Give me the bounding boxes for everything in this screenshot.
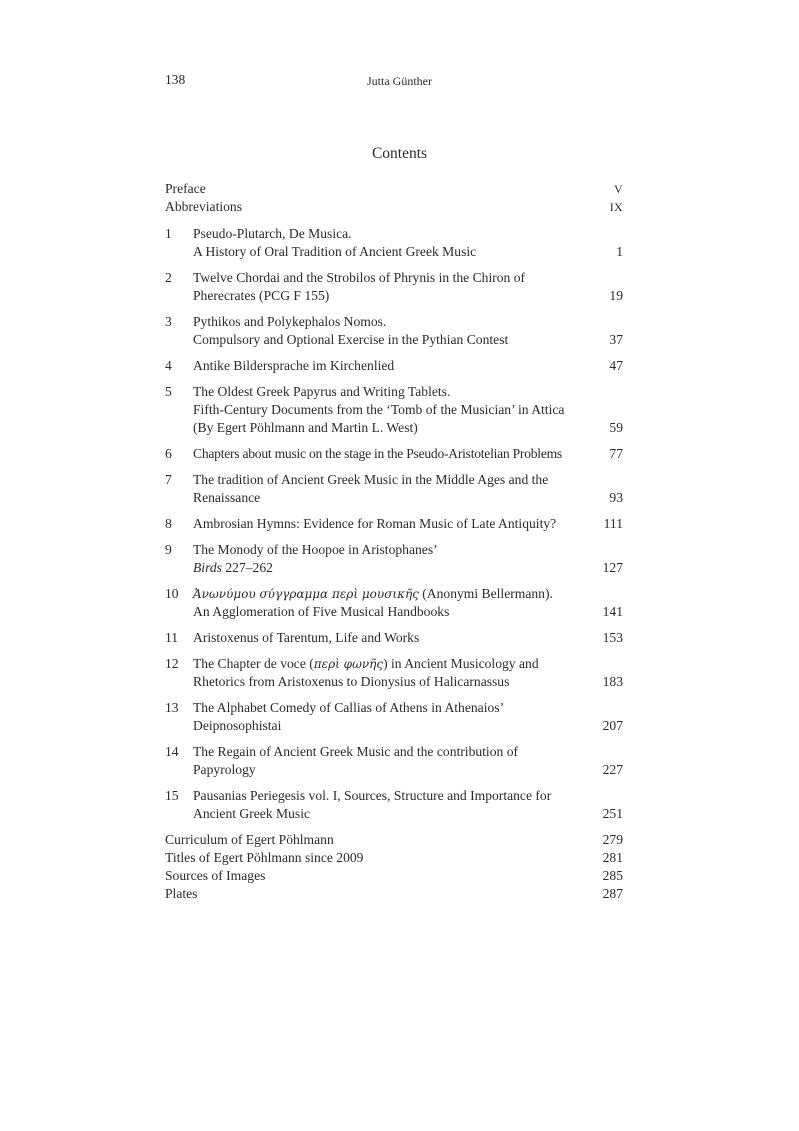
chapter-entry [165, 743, 623, 779]
running-head [0, 72, 799, 92]
entry-page: IX [609, 200, 623, 214]
toc-entry-titles [165, 849, 623, 867]
chapter-number: 8 [165, 516, 172, 531]
chapter-entry [165, 699, 623, 735]
chapter-entry [165, 471, 623, 507]
running-title: Jutta Günther [367, 74, 432, 88]
chapter-page: 37 [609, 332, 623, 347]
chapter-number: 14 [165, 744, 179, 759]
toc-entry-sources-of-images [165, 867, 623, 885]
chapter-entry [165, 383, 623, 437]
chapter-title-line: Chapters about music on the stage in the Pseudo-Aristotelian Problems [193, 446, 562, 461]
chapter-page: 59 [609, 420, 623, 435]
chapter-title-line: Papyrology [193, 762, 256, 777]
entry-page: 281 [602, 850, 623, 865]
title-italic: Birds [193, 560, 222, 575]
toc-title: Contents [371, 145, 428, 162]
chapter-title-line: Aristoxenus of Tarentum, Life and Works [193, 630, 420, 645]
toc-entry-plates [165, 885, 623, 903]
chapter-number: 6 [165, 446, 172, 461]
chapter-number: 9 [165, 542, 172, 557]
chapter-title-line: Fifth-Century Documents from the ‘Tomb of the Musician’ in Attica [193, 402, 565, 417]
chapter-page: 47 [609, 358, 623, 373]
chapter-entry [165, 541, 623, 577]
chapter-title-line: The tradition of Ancient Greek Music in the Middle Ages and the [193, 472, 549, 487]
chapter-page: 251 [602, 806, 623, 821]
chapter-title-line: Pherecrates (PCG F 155) [193, 288, 330, 303]
chapter-title-line: Twelve Chordai and the Strobilos of Phrynis in the Chiron of [193, 270, 526, 285]
toc-entry-preface [165, 180, 623, 198]
chapter-entry [165, 225, 623, 261]
chapter-title-line: Compulsory and Optional Exercise in the Pythian Contest [193, 332, 509, 347]
title-text: ) in Ancient Musicology and [383, 656, 539, 671]
entry-page: 287 [602, 886, 623, 901]
chapter-number: 3 [165, 314, 172, 329]
chapter-title-line: A History of Oral Tradition of Ancient Greek Music [193, 244, 477, 259]
chapter-entry [165, 445, 623, 463]
entry-label: Plates [165, 886, 198, 901]
entry-page: 279 [602, 832, 623, 847]
chapter-entry [165, 269, 623, 305]
chapter-title-line: Renaissance [193, 490, 261, 505]
title-text: (Anonymi Bellermann). [418, 586, 553, 601]
greek-title: Ἀνωνύμου σύγγραμμα περὶ μουσικῆς [193, 587, 419, 601]
chapter-title-line: The Oldest Greek Papyrus and Writing Tablets. [193, 384, 451, 399]
chapter-page: 19 [609, 288, 623, 303]
chapter-entry [165, 515, 623, 533]
chapter-page: 77 [609, 446, 623, 461]
entry-label: Preface [165, 181, 206, 196]
chapter-page: 93 [609, 490, 623, 505]
entry-label: Abbreviations [165, 199, 243, 214]
chapter-number: 2 [165, 270, 172, 285]
chapter-title-line: An Agglomeration of Five Musical Handbooks [193, 604, 450, 619]
entry-page: 285 [602, 868, 623, 883]
chapter-page: 153 [602, 630, 623, 645]
chapter-number: 5 [165, 384, 172, 399]
title-text: The Chapter de voce ( [193, 656, 314, 671]
toc-entry-curriculum [165, 831, 623, 849]
chapter-page: 141 [602, 604, 623, 619]
chapter-page: 227 [602, 762, 623, 777]
chapter-entry [165, 313, 623, 349]
chapter-number: 15 [165, 788, 179, 803]
chapter-page: 127 [602, 560, 623, 575]
chapter-entry [165, 357, 623, 375]
chapter-list [165, 225, 623, 823]
chapter-number: 12 [165, 656, 179, 671]
table-of-contents [165, 180, 623, 903]
chapter-title-line: Pseudo-Plutarch, De Musica. [193, 226, 352, 241]
chapter-entry [165, 629, 623, 647]
chapter-entry [165, 585, 623, 621]
chapter-title-line: Pausanias Periegesis vol. I, Sources, Structure and Importance for [193, 788, 552, 803]
title-text: The Monody of the Hoopoe in Aristophanes’ [193, 542, 438, 557]
toc-entry-abbreviations [165, 198, 623, 216]
chapter-title-line: Deipnosophistai [193, 718, 282, 733]
chapter-number: 13 [165, 700, 179, 715]
entry-label: Titles of Egert Pöhlmann since 2009 [165, 850, 364, 865]
greek-phrase: περὶ φωνῆς [313, 657, 384, 671]
chapter-title-line [193, 541, 599, 577]
entry-label: Curriculum of Egert Pöhlmann [165, 832, 334, 847]
chapter-entry [165, 655, 623, 691]
chapter-page: 1 [616, 244, 623, 259]
chapter-title-line: The Regain of Ancient Greek Music and the contribution of [193, 744, 519, 759]
chapter-number: 4 [165, 358, 172, 373]
chapter-title-line: Ambrosian Hymns: Evidence for Roman Music of Late Antiquity? [193, 516, 557, 531]
chapter-page: 111 [603, 516, 623, 531]
entry-label: Sources of Images [165, 868, 266, 883]
chapter-title-line [193, 585, 599, 603]
chapter-title-line: Rhetorics from Aristoxenus to Dionysius of Halicarnassus [193, 674, 510, 689]
chapter-title-line: Antike Bildersprache im Kirchenlied [193, 358, 395, 373]
chapter-title-line: (By Egert Pöhlmann and Martin L. West) [193, 420, 418, 435]
chapter-number: 10 [165, 586, 179, 601]
entry-page: V [614, 182, 623, 196]
title-text: 227–262 [221, 560, 273, 575]
chapter-page: 207 [602, 718, 623, 733]
back-matter [165, 831, 623, 903]
chapter-title-line: Ancient Greek Music [193, 806, 311, 821]
chapter-number: 11 [165, 630, 179, 645]
chapter-page: 183 [602, 674, 623, 689]
chapter-entry [165, 787, 623, 823]
page-number: 138 [165, 72, 186, 87]
chapter-number: 7 [165, 472, 172, 487]
chapter-title-line: The Alphabet Comedy of Callias of Athens in Athenaios’ [193, 700, 505, 715]
chapter-number: 1 [165, 226, 172, 241]
front-matter [165, 180, 623, 216]
chapter-title-line [193, 655, 599, 673]
chapter-title-line: Pythikos and Polykephalos Nomos. [193, 314, 387, 329]
